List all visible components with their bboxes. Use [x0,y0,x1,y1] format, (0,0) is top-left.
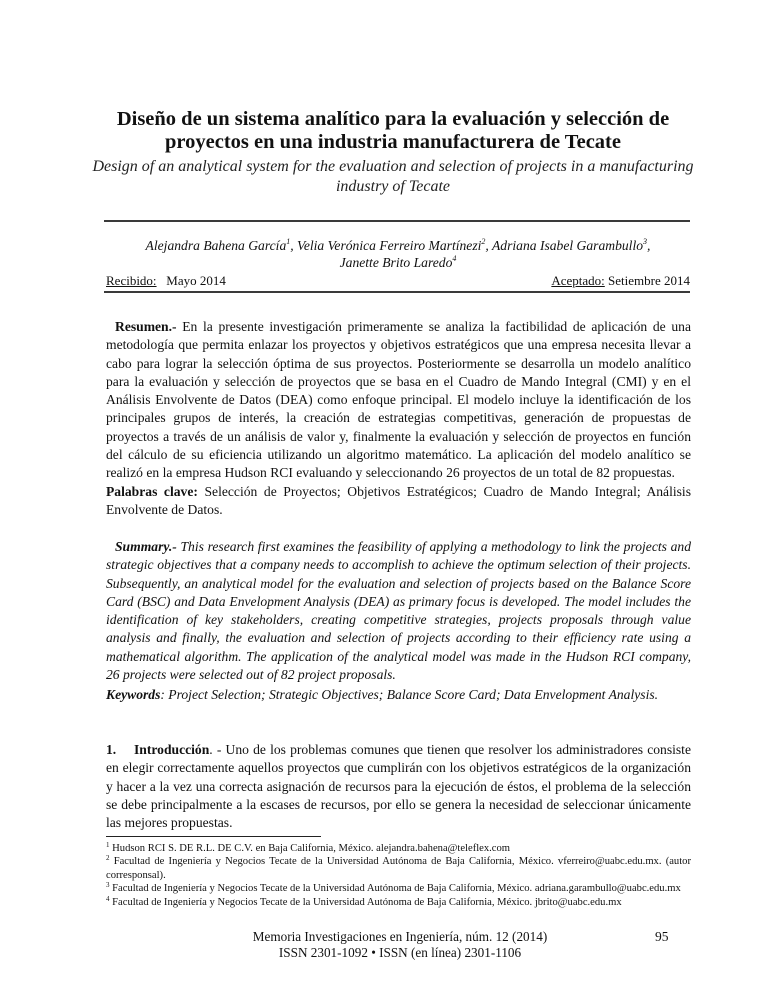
author: Velia Verónica Ferreiro Martínezi$^2$, [297,237,492,253]
journal-footer [250,929,550,961]
keywords-spanish: Palabras clave: Selección de Proyectos; Objetivos Estratégicos; Cuadro de Mando Integral; Análisis Envolvente de Datos. [106,484,691,518]
author-list [100,237,696,271]
footnotes [106,842,691,909]
author: Janette Brito Laredo$^4$ [339,254,457,270]
footnote-rule [106,836,321,837]
title-spanish: Diseño de un sistema analítico para la evaluación y selección de proyectos en una industria manufacturera de Tecate [116,108,670,153]
summary-label: Summary.- [115,539,177,554]
author: Alejandra Bahena García$^1$, [145,237,298,253]
journal-name: Memoria Investigaciones en Ingeniería, núm. 12 (2014) [252,929,548,944]
issn: ISSN 2301-1092 • ISSN (en línea) 2301-1106 [278,945,522,960]
header-bottom-rule [104,291,690,293]
keywords-label: Keywords [106,687,161,702]
introduction-section: 1. Introducción. - Uno de los problemas comunes que tienen que resolver los administradores consiste en elegir correctamente aquellos proyectos que cumplirán con los objetivos estratégicos de la organización y hacer a la vez una correcta asignación de recursos para la ejecución de éstos, el problema de la selección se debe principalmente a la escases de recursos, por ello se genera la necesidad de seleccionar únicamente las mejores propuestas. [106,742,691,831]
received-date: Recibido: Mayo 2014 [106,273,226,288]
accepted-date: Aceptado: Setiembre 2014 [551,273,690,288]
page-number: 95 [655,929,669,944]
section-number: 1. [106,742,117,757]
keywords-label: Palabras clave: [106,484,198,499]
title-english: Design of an analytical system for the evaluation and selection of projects in a manufacturing industry of Tecate [92,158,694,195]
footnote: $^3$ Facultad de Ingeniería y Negocios Tecate de la Universidad Autónoma de Baja California, México. adriana.garambullo@uabc.edu.mx [106,881,681,895]
footnote: $^2$ Facultad de Ingeniería y Negocios Tecate de la Universidad Autónoma de Baja California, México. vferreiro@uabc.edu.mx. (autor corresponsal). [106,854,691,881]
footnote: $^1$ Hudson RCI S. DE R.L. DE C.V. en Baja California, México. alejandra.bahena@teleflex.com [106,841,511,854]
header-top-rule [104,220,690,222]
footnote: $^4$ Facultad de Ingeniería y Negocios Tecate de la Universidad Autónoma de Baja California, México. jbrito@uabc.edu.mx [106,894,622,908]
section-heading: Introducción [134,742,210,757]
abstract-english: Summary.- This research first examines the feasibility of applying a methodology to link the projects and strategic objectives that a company needs to accomplish to achieve the optimum selection of their projects. Subsequently, an analytical model for the evaluation and selection of projects based on the Balance Score Card (BSC) and Data Envelopment Analysis (DEA) as primary focus is developed. The model includes the identification of key stakeholders, creating competitive strategies, projects proposals through value analysis and finally, the evaluation and selection of projects according to their efficiency rate using a mathematical algorithm. The application of the analytical model was made in the Hudson RCI company, 26 projects were selected out of 82 project proposals. [106,539,691,683]
author: Adriana Isabel Garambullo$^3$, [491,237,651,253]
submission-dates [106,273,690,289]
abstract-label: Resumen.- [115,319,177,334]
keywords-english: Keywords: Project Selection; Strategic Objectives; Balance Score Card; Data Envelopment Analysis. [106,687,659,702]
abstract-spanish: Resumen.- En la presente investigación primeramente se analiza la factibilidad de aplicación de una metodología que permita enlazar los proyectos y objetivos estratégicos que una empresa necesita llevar a cabo para lograr la selección óptima de sus proyectos. Posteriormente se desarrolla un modelo analítico para la evaluación y selección de proyectos que se basa en el Cuadro de Mando Integral (CMI) y en el Análisis Envolvente de Datos (DEA) como enfoque principal. El modelo incluye la identificación de los principales grupos de interés, la creación de estrategias competitivas, generación de propuestas de proyectos a través de un análisis de valor y, finalmente la evaluación y selección de proyectos en función del cálculo de su eficiencia utilizando un algoritmo matemático. La aplicación del modelo analítico se realizó en la empresa Hudson RCI evaluando y seleccionando 26 proyectos de un total de 82 propuestas. [106,319,691,481]
